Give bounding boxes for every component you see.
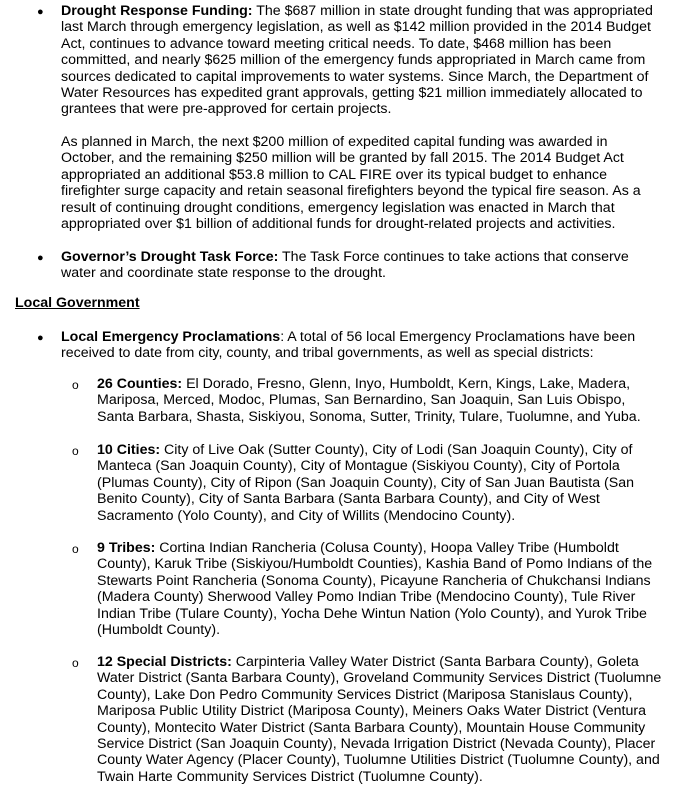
sub-item-title: 10 Cities: [97,442,161,458]
drought-funding-paragraph [61,3,657,118]
bullet-dot: ● [37,6,44,18]
local-proclamations-body: : A total of 56 local Emergency Proclamations have been received to date from city, county, and tribal governments, as well as special districts: [61,329,636,362]
sub-item-body: Carpinteria Valley Water District (Santa Barbara County), Goleta Water District (Santa Barbara County), Groveland Community Services District (Tuolumne County), Lake Don Pedro Community Services District (Mariposa Stanislaus County), Mariposa Public Utility District (Mariposa County), Meiners Oaks Water District (Ventura County), Montecito Water District (Santa Barbara County), Mountain House Community Service District (San Joaquin County), Nevada Irrigation District (Nevada County), Placer County Water Agency (Placer County), Tuolumne Utilities District (Tuolumne County), and Twain Harte Community Services District (Tuolumne County). [97,654,662,785]
hollow-bullet: o [72,542,79,556]
sub-item-title: 9 Tribes: [97,540,156,556]
sub-item-cities [97,442,663,524]
drought-funding-body: The $687 million in state drought funding that was appropriated last March through emergency legislation, as well as $142 million provided in the 2014 Budget Act, continues to advance toward meeting critical needs. To date, $468 million has been committed, and nearly $625 million of the emergency funds appropriated in March came from sources dedicated to capital improvements to water systems. Since March, the Department of Water Resources has expedited grant approvals, getting $21 million immediately allocated to grantees that were pre-approved for certain projects. [61,3,653,118]
sub-item-counties [97,376,663,425]
bullet-dot: ● [37,332,44,344]
task-force-body: The Task Force continues to take actions that conserve water and coordinate state response to the drought. [61,249,629,282]
hollow-bullet: o [72,656,79,670]
sub-item-special-districts [97,654,663,785]
bullet-dot: ● [37,252,44,264]
section-heading: Local Government [15,295,140,311]
drought-funding-paragraph-2: As planned in March, the next $200 million of expedited capital funding was awarded in October, and the remaining $250 million will be granted by fall 2015. The 2014 Budget Act appropriated an additional $53.8 million to CAL FIRE over its typical budget to enhance firefighter surge capacity and retain seasonal firefighters beyond the typical fire season. As a result of continuing drought conditions, emergency legislation was enacted in March that appropriated over $1 billion of additional funds for drought-related projects and activities. [61,134,641,233]
hollow-bullet: o [72,378,79,392]
sub-item-body: Cortina Indian Rancheria (Colusa County), Hoopa Valley Tribe (Humboldt County), Karuk Tribe (Siskiyou/Humboldt Counties), Kashia Band of Pomo Indians of the Stewarts Point Rancheria (Sonoma County), Picayune Rancheria of Chukchansi Indians (Madera County) Sherwood Valley Pomo Indian Tribe (Mendocino County), Tule River Indian Tribe (Tulare County), Yocha Dehe Wintun Nation (Yolo County), and Yurok Tribe (Humboldt County). [97,540,653,639]
sub-item-tribes [97,540,663,638]
local-proclamations-paragraph [61,329,657,362]
task-force-title: Governor’s Drought Task Force: [61,249,279,265]
hollow-bullet: o [72,444,79,458]
local-proclamations-title: Local Emergency Proclamations [61,329,281,345]
drought-funding-title: Drought Response Funding: [61,3,253,19]
task-force-paragraph [61,249,657,282]
sub-item-title: 26 Counties: [97,376,183,392]
sub-item-body: City of Live Oak (Sutter County), City of Lodi (San Joaquin County), City of Manteca (San Joaquin County), City of Montague (Siskiyou County), City of Portola (Plumas County), City of Ripon (San Joaquin County), City of San Juan Bautista (San Benito County), City of Santa Barbara (Santa Barbara County), and City of West Sacramento (Yolo County), and City of Willits (Mendocino County). [97,442,635,524]
sub-item-title: 12 Special Districts: [97,654,232,670]
sub-item-body: El Dorado, Fresno, Glenn, Inyo, Humboldt, Kern, Kings, Lake, Madera, Mariposa, Merced, Modoc, Plumas, San Bernardino, San Joaquin, San Luis Obispo, Santa Barbara, Shasta, Siskiyou, Sonoma, Sutter, Trinity, Tulare, Tuolumne, and Yuba. [97,376,641,425]
